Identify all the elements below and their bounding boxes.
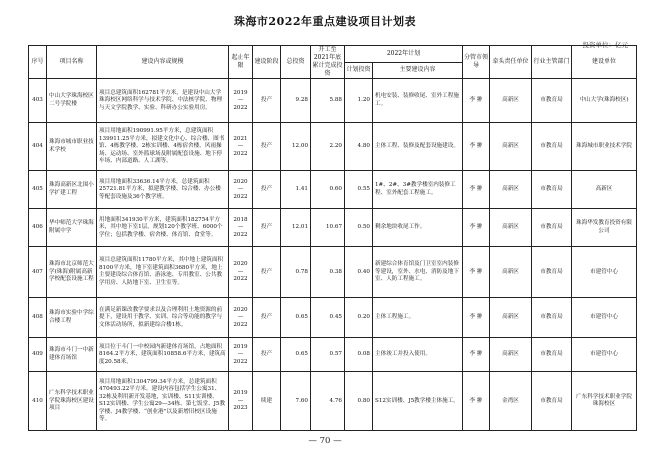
row-cumulative: 0.38 bbox=[311, 247, 345, 298]
table-row bbox=[29, 338, 637, 372]
header-row bbox=[29, 46, 637, 63]
header-lead-unit: 牵头责任单位 bbox=[490, 46, 532, 79]
page-title: 珠海市2022年重点建设项目计划表 bbox=[233, 15, 417, 28]
row-total: 7.60 bbox=[281, 372, 311, 431]
row-plan-invest: 1.20 bbox=[345, 79, 373, 123]
row-plan-invest: 0.55 bbox=[345, 171, 373, 209]
row-project-name: 珠海市斗门一中新建体育场馆 bbox=[47, 338, 97, 372]
row-builder: 珠海华发教育投资有限公司 bbox=[572, 209, 637, 247]
header-leader: 分管市领导 bbox=[463, 46, 490, 79]
row-plan-invest: 0.20 bbox=[345, 298, 373, 338]
row-period: 2019—2022 bbox=[229, 79, 253, 123]
table-row bbox=[29, 372, 637, 431]
row-builder: 广东科学技术职业学院珠海校区 bbox=[572, 372, 637, 431]
row-total: 0.65 bbox=[281, 298, 311, 338]
row-stage: 续建 bbox=[253, 372, 281, 431]
row-cumulative: 0.60 bbox=[311, 171, 345, 209]
row-lead-unit: 高新区 bbox=[490, 209, 532, 247]
row-content: 项目用地面积33636.14平方米，总建筑面积25721.81平方米，拟建教学楼、综合楼、办公楼等配套设施及36个教学班。 bbox=[97, 171, 229, 209]
row-leader: 李 翀 bbox=[463, 123, 490, 171]
row-period: 2020—2022 bbox=[229, 247, 253, 298]
row-total: 9.28 bbox=[281, 79, 311, 123]
header-plan-content: 主要建设内容 bbox=[373, 62, 463, 79]
row-stage: 投产 bbox=[253, 338, 281, 372]
row-period: 2020—2022 bbox=[229, 171, 253, 209]
row-seq: 404 bbox=[29, 123, 47, 171]
row-stage: 投产 bbox=[253, 171, 281, 209]
row-plan-content: 1#、2#、3#教学楼室内装修工程、室外配套工程施工。 bbox=[373, 171, 463, 209]
row-plan-content: S12实训楼、J5教学楼主体施工。 bbox=[373, 372, 463, 431]
row-stage: 投产 bbox=[253, 123, 281, 171]
row-leader: 李 翀 bbox=[463, 209, 490, 247]
row-stage: 投产 bbox=[253, 209, 281, 247]
row-lead-unit: 高新区 bbox=[490, 79, 532, 123]
row-project-name: 珠海市城市职业技术学校 bbox=[47, 123, 97, 171]
row-total: 0.65 bbox=[281, 338, 311, 372]
table-row bbox=[29, 123, 637, 171]
header-period: 起止年限 bbox=[229, 46, 253, 79]
table-row bbox=[29, 79, 637, 123]
table-row bbox=[29, 209, 637, 247]
header-name: 项目名称 bbox=[47, 46, 97, 79]
row-plan-content: 主体竣工并投入使用。 bbox=[373, 338, 463, 372]
row-period: 2021—2022 bbox=[229, 123, 253, 171]
row-project-name: 中山大学珠海校区二号学院楼 bbox=[47, 79, 97, 123]
row-dept: 市教育局 bbox=[532, 123, 572, 171]
row-dept: 市教育局 bbox=[532, 298, 572, 338]
row-leader: 李 翀 bbox=[463, 372, 490, 431]
row-period: 2019—2023 bbox=[229, 372, 253, 431]
row-project-name: 珠海高新区北围小学扩建工程 bbox=[47, 171, 97, 209]
row-lead-unit: 高新区 bbox=[490, 338, 532, 372]
row-plan-content: 机电安装、装修收尾、室外工程施工。 bbox=[373, 79, 463, 123]
header-total: 总投资 bbox=[281, 46, 311, 79]
row-lead-unit: 金湾区 bbox=[490, 372, 532, 431]
row-lead-unit: 高新区 bbox=[490, 298, 532, 338]
row-seq: 405 bbox=[29, 171, 47, 209]
row-content: 项目用地面积1304799.34平方米，总建筑面积470493.22平方米。建设内容包括学生公寓31、32栋及利用新开发基地，实训楼、S11实训楼、S12实训楼、学生公寓29—34栋、第七饭堂、J5教学楼、J4教学楼、“创业港”以及新增旧校区设施等。 bbox=[97, 372, 229, 431]
row-dept: 市教育局 bbox=[532, 338, 572, 372]
row-seq: 403 bbox=[29, 79, 47, 123]
row-plan-content: 主体工程施工。 bbox=[373, 298, 463, 338]
row-total: 12.00 bbox=[281, 123, 311, 171]
header-plan-invest: 计划投资 bbox=[345, 62, 373, 79]
row-lead-unit: 高新区 bbox=[490, 171, 532, 209]
row-project-name: 广东科学技术职业学院珠海校区建设项目 bbox=[47, 372, 97, 431]
row-content: 项目用地面积190991.95平方米，总建筑面积139911.25平方米，拟建文化中心、综合楼、图书馆、4栋教学楼、2栋实训楼、4栋宿舍楼、风雨操场、运动场、室外篮球场及附属配套设施、地下停车场、内部道路、人工湖等。 bbox=[97, 123, 229, 171]
row-seq: 409 bbox=[29, 338, 47, 372]
row-builder: 珠海城市职业技术学院 bbox=[572, 123, 637, 171]
row-seq: 408 bbox=[29, 298, 47, 338]
row-seq: 406 bbox=[29, 209, 47, 247]
header-seq: 序号 bbox=[29, 46, 47, 79]
row-content: 用地面积341930平方米，建筑面积182754平方米，其中地下室1层，规划120个教学班、6000个学位；包括教学楼、宿舍楼、体育馆、食堂等。 bbox=[97, 209, 229, 247]
row-total: 1.41 bbox=[281, 171, 311, 209]
row-project-name: 华中师范大学珠海附属中学 bbox=[47, 209, 97, 247]
row-cumulative: 2.20 bbox=[311, 123, 345, 171]
row-dept: 市教育局 bbox=[532, 171, 572, 209]
table-row bbox=[29, 247, 637, 298]
row-lead-unit: 高新区 bbox=[490, 123, 532, 171]
row-plan-invest: 0.80 bbox=[345, 372, 373, 431]
unit-note: 投资单位：亿元 bbox=[582, 41, 628, 49]
row-dept: 市教育局 bbox=[532, 209, 572, 247]
row-cumulative: 10.67 bbox=[311, 209, 345, 247]
row-builder: 市建管中心 bbox=[572, 298, 637, 338]
header-plan-2022: 2022年计划 bbox=[345, 46, 463, 63]
row-content: 在满足新课改教学要求以及合理利用土地资源的前提下，建设用于教学、实训、综合等功能的教学与文体活动场所，拟新建综合楼1栋。 bbox=[97, 298, 229, 338]
row-builder: 市建管中心 bbox=[572, 247, 637, 298]
row-content: 项目总建筑面积162781平方米，是建设中山大学珠海校区网络科学与技术学院、中法核学院、物理与天文学院教学、实验、科研办公实验用房。 bbox=[97, 79, 229, 123]
row-total: 0.78 bbox=[281, 247, 311, 298]
row-period: 2020—2022 bbox=[229, 298, 253, 338]
row-stage: 投产 bbox=[253, 298, 281, 338]
row-leader: 李 翀 bbox=[463, 338, 490, 372]
row-dept: 市教育局 bbox=[532, 372, 572, 431]
row-project-name: 珠海市实验中学综合楼工程 bbox=[47, 298, 97, 338]
header-content: 建设内容或规模 bbox=[97, 46, 229, 79]
row-plan-content: 新建综合体育馆及门卫室室内装修等建设，室外、水电、消防及地下室、人防工程施工。 bbox=[373, 247, 463, 298]
row-dept: 市教育局 bbox=[532, 247, 572, 298]
row-content: 项目总建筑面积11780平方米，其中地上建筑面积8100平方米，地下室建筑面积3680平方米，地上主要建设综合体育馆、游泳池、专用教室、公共教学用房、人防地下室、卫生室等。 bbox=[97, 247, 229, 298]
row-cumulative: 4.76 bbox=[311, 372, 345, 431]
row-builder: 中山大学(珠海校区) bbox=[572, 79, 637, 123]
row-plan-invest: 0.50 bbox=[345, 209, 373, 247]
row-cumulative: 0.57 bbox=[311, 338, 345, 372]
row-project-name: 珠海市北京师范大学(珠海)附属高新学校配套设施工程 bbox=[47, 247, 97, 298]
row-leader: 李 翀 bbox=[463, 79, 490, 123]
row-lead-unit: 高新区 bbox=[490, 247, 532, 298]
row-plan-content: 剩余地块收尾工作。 bbox=[373, 209, 463, 247]
header-stage: 建设阶段 bbox=[253, 46, 281, 79]
table-body bbox=[29, 79, 637, 431]
row-total: 12.01 bbox=[281, 209, 311, 247]
header-cumulative: 开工至2021年底累计完成投资 bbox=[312, 46, 343, 78]
row-cumulative: 0.45 bbox=[311, 298, 345, 338]
row-builder: 市建管中心 bbox=[572, 338, 637, 372]
row-plan-invest: 4.80 bbox=[345, 123, 373, 171]
header-builder: 建设单位 bbox=[572, 46, 637, 79]
row-builder: 高新区 bbox=[572, 171, 637, 209]
row-stage: 投产 bbox=[253, 247, 281, 298]
page-number: — 70 — bbox=[308, 436, 342, 446]
row-dept: 市教育局 bbox=[532, 79, 572, 123]
row-cumulative: 5.88 bbox=[311, 79, 345, 123]
project-table bbox=[28, 45, 637, 431]
row-leader: 李 翀 bbox=[463, 171, 490, 209]
row-plan-content: 主体工程、装修及配套设施建设。 bbox=[373, 123, 463, 171]
row-leader: 李 翀 bbox=[463, 247, 490, 298]
row-leader: 李 翀 bbox=[463, 298, 490, 338]
table-row bbox=[29, 171, 637, 209]
row-seq: 407 bbox=[29, 247, 47, 298]
header-dept: 行业主管部门 bbox=[532, 46, 572, 79]
row-period: 2018—2022 bbox=[229, 209, 253, 247]
row-stage: 投产 bbox=[253, 79, 281, 123]
row-plan-invest: 0.08 bbox=[345, 338, 373, 372]
row-seq: 410 bbox=[29, 372, 47, 431]
row-plan-invest: 0.40 bbox=[345, 247, 373, 298]
row-period: 2019—2022 bbox=[229, 338, 253, 372]
table-row bbox=[29, 298, 637, 338]
row-content: 项目位于斗门一中校园内新建体育场馆，占地面积8164.2平方米，建筑面积10858.6平方米，建筑高度20.58米。 bbox=[97, 338, 229, 372]
